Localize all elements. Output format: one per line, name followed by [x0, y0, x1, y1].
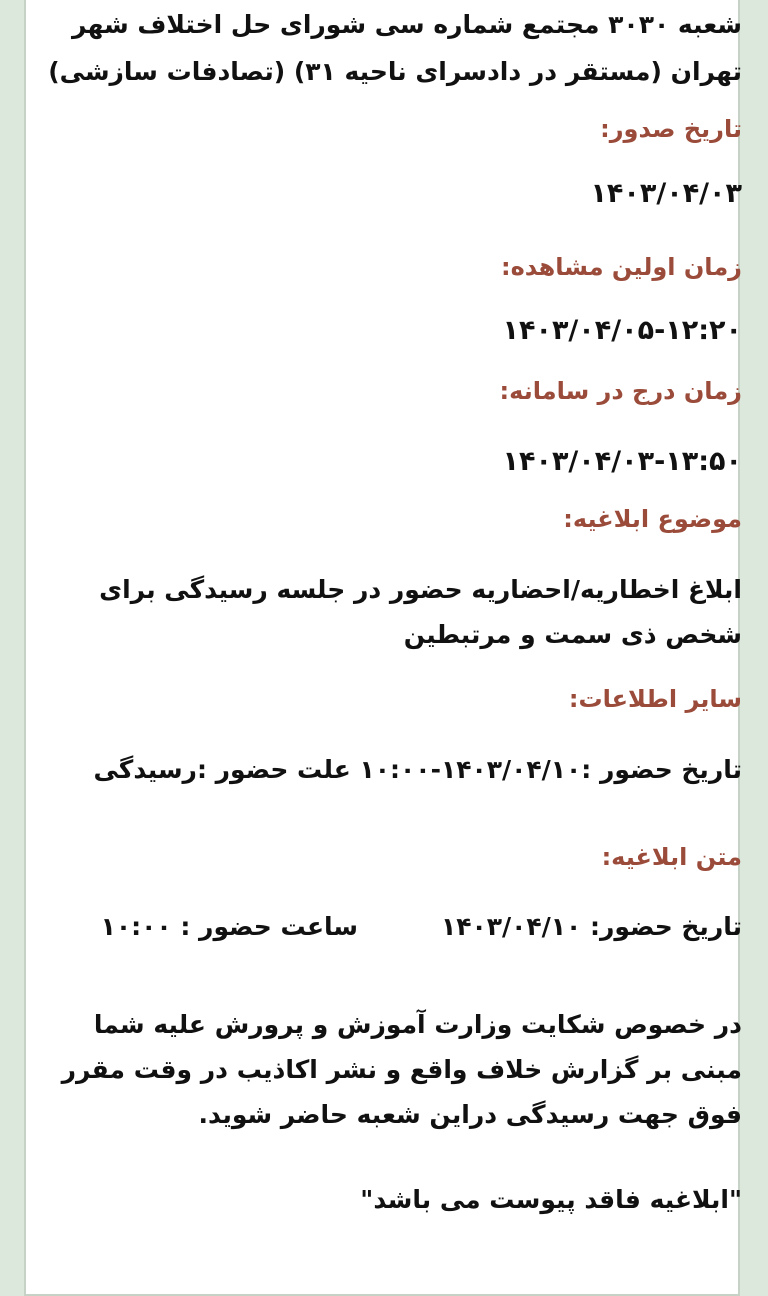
notice-text-label: متن ابلاغیه: [601, 843, 742, 871]
notice-paragraph-line-1: در خصوص شکایت وزارت آموزش و پرورش علیه شما [93, 1010, 742, 1039]
notice-paragraph-line-3: فوق جهت رسیدگی دراین شعبه حاضر شوید. [198, 1100, 742, 1129]
notice-paragraph-line-2: مبنی بر گزارش خلاف واقع و نشر اکاذیب در وقت مقرر [61, 1055, 742, 1084]
issue-date-label: تاریخ صدور: [600, 115, 742, 143]
subject-line-2: شخص ذی سمت و مرتبطین [403, 620, 742, 649]
attendance-date: تاریخ حضور: ۱۴۰۳/۰۴/۱۰ [440, 912, 742, 941]
subject-line-1: ابلاغ اخطاریه/احضاریه حضور در جلسه رسیدگی برای [99, 575, 742, 604]
branch-title-line-1: شعبه ۳۰۳۰ مجتمع شماره سی شورای حل اختلاف شهر [72, 10, 742, 39]
branch-title-line-2: تهران (مستقر در دادسرای ناحیه ۳۱) (تصادفات سازشی) [48, 57, 742, 86]
other-info-value: تاریخ حضور :۱۴۰۳/۰۴/۱۰-۱۰:۰۰ علت حضور :رسیدگی [93, 755, 742, 784]
issue-date-value: ۱۴۰۳/۰۴/۰۳ [590, 178, 742, 209]
system-entry-label: زمان درج در سامانه: [499, 377, 742, 405]
first-view-value: ۱۴۰۳/۰۴/۰۵-۱۲:۲۰ [502, 315, 742, 346]
subject-label: موضوع ابلاغیه: [563, 505, 742, 533]
first-view-label: زمان اولین مشاهده: [501, 253, 742, 281]
attachment-note: "ابلاغیه فاقد پیوست می باشد" [360, 1185, 742, 1214]
attendance-hour: ساعت حضور : ۱۰:۰۰ [100, 912, 358, 941]
other-info-label: سایر اطلاعات: [568, 685, 742, 713]
system-entry-value: ۱۴۰۳/۰۴/۰۳-۱۳:۵۰ [502, 446, 742, 477]
